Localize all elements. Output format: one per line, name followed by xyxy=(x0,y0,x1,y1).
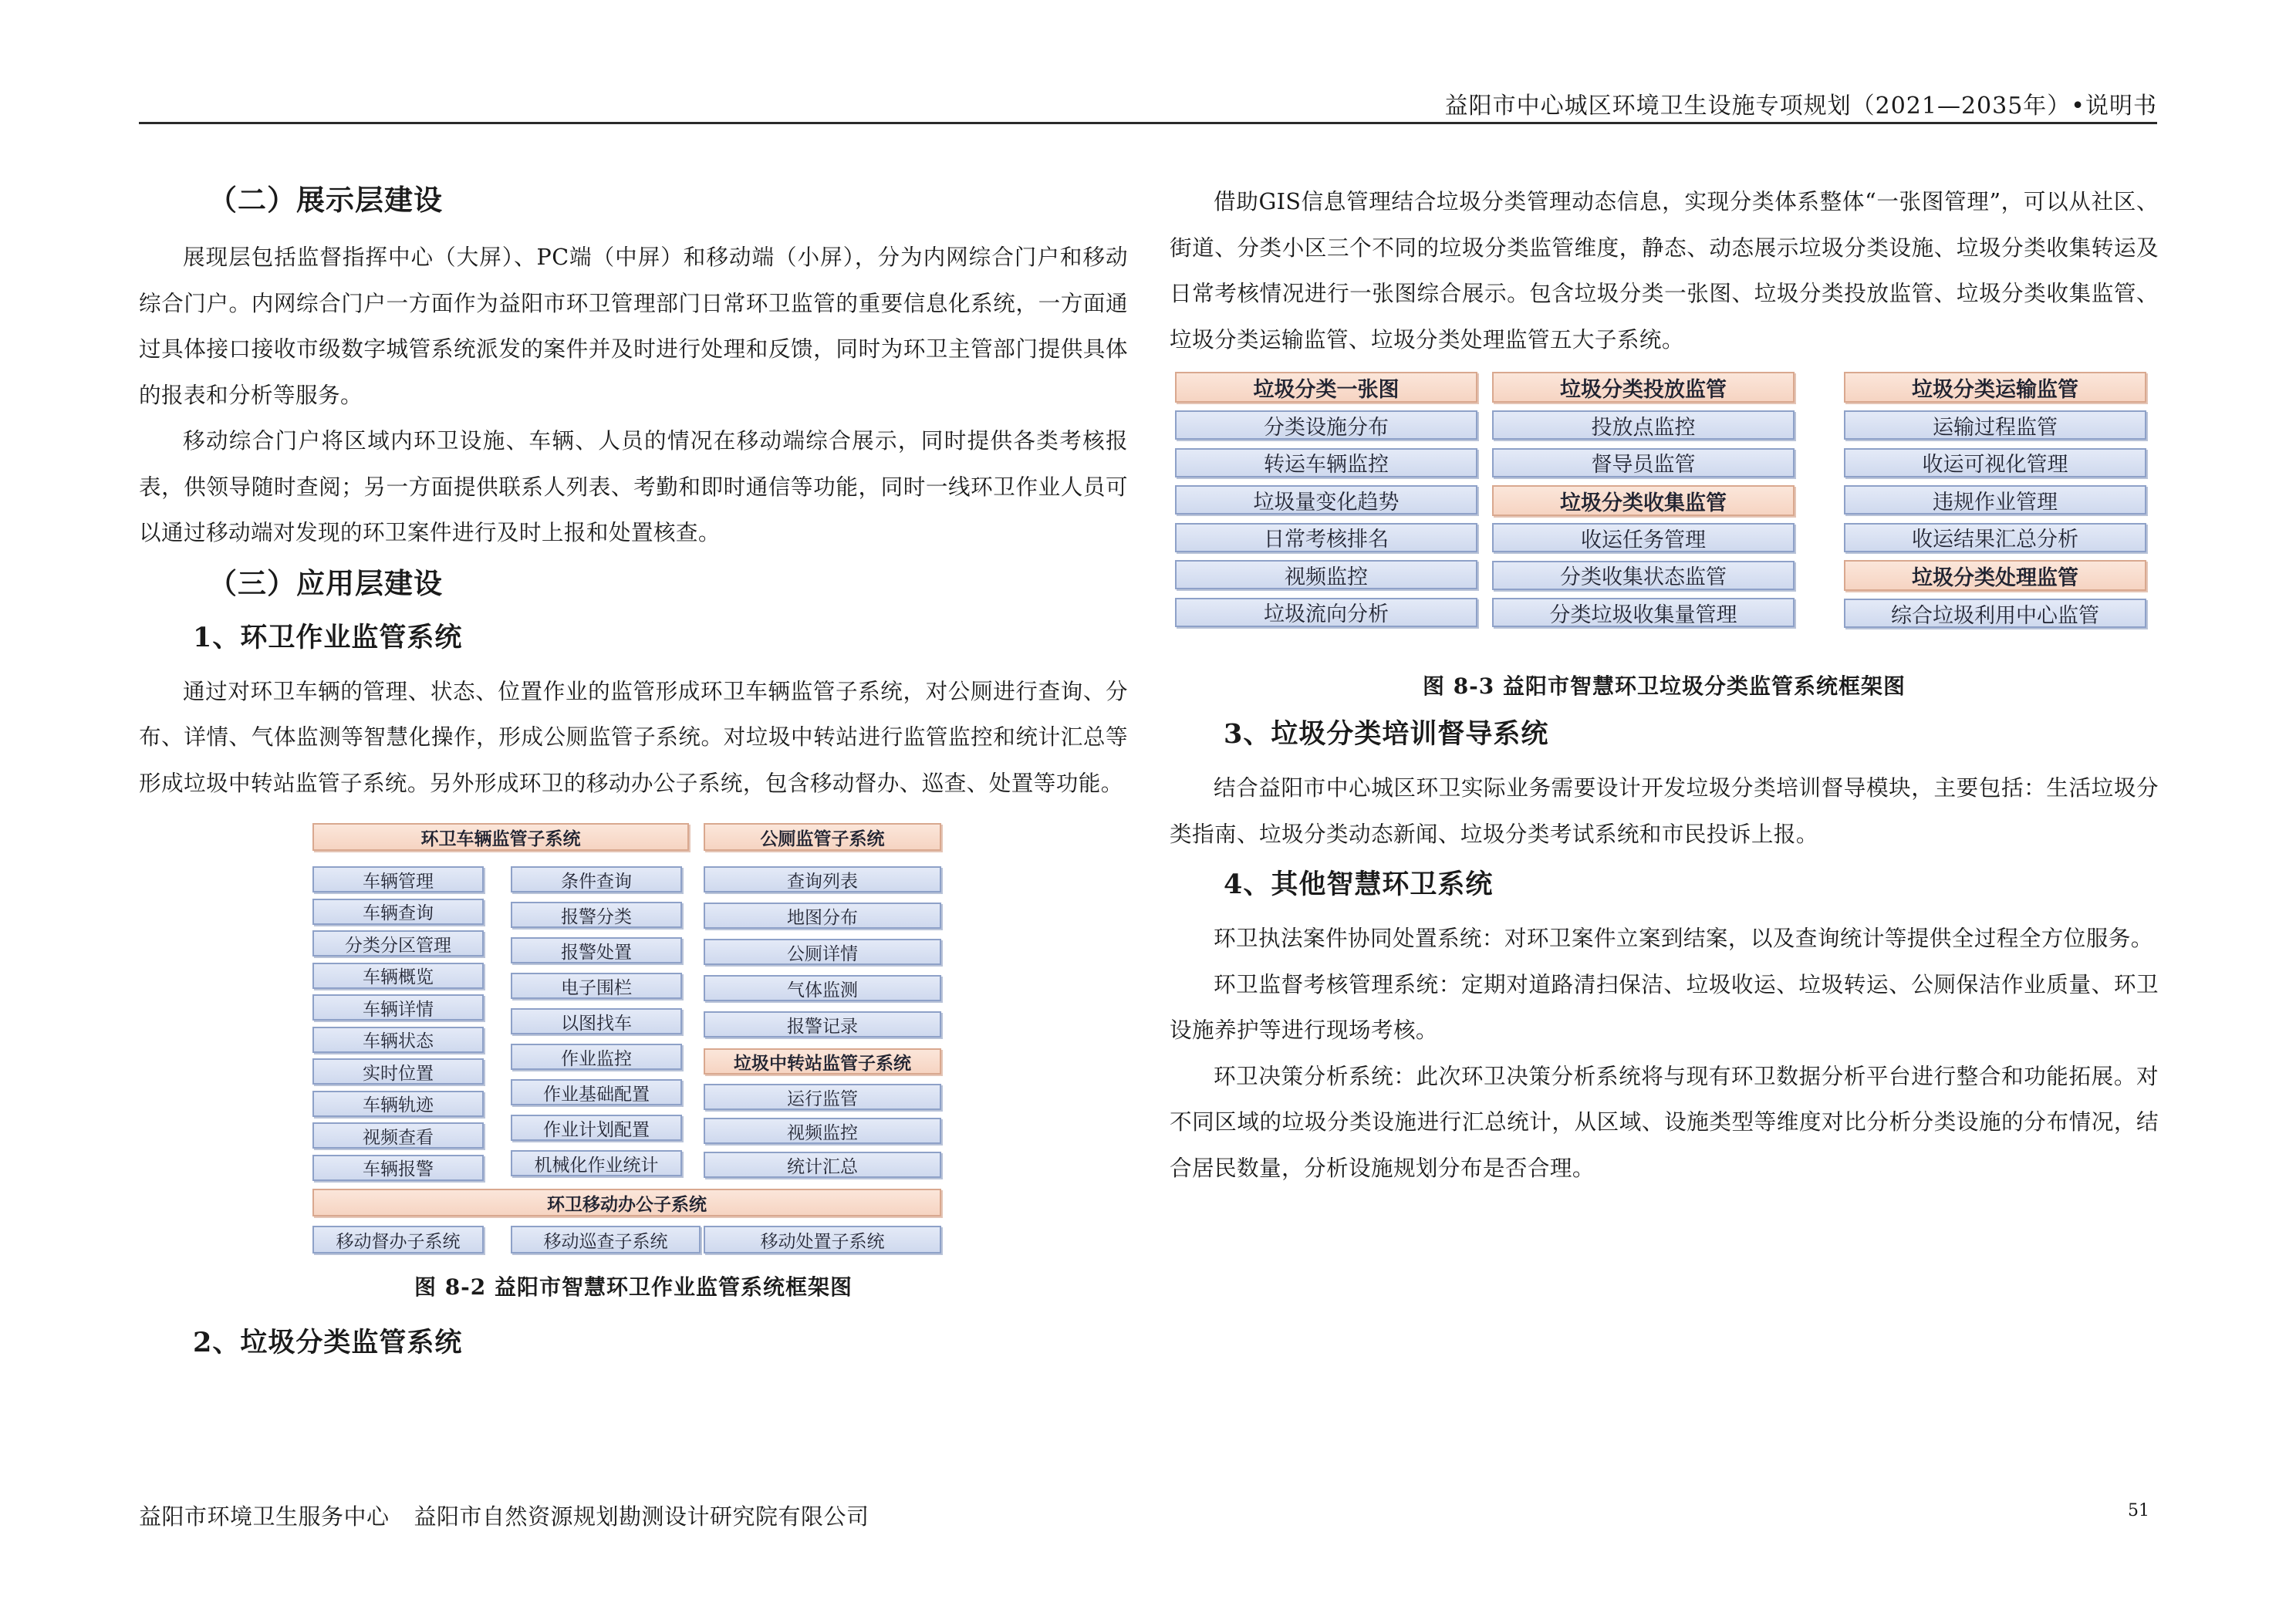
vehicle-feature-box: 分类分区管理 xyxy=(312,930,484,957)
footer-organizations xyxy=(139,1500,894,1531)
paragraph: 环卫监督考核管理系统：定期对道路清扫保洁、垃圾收运、垃圾转运、公厕保洁作业质量、环卫设施养护等进行现场考核。 xyxy=(1170,970,2159,1043)
transport-feature-box: 收运可视化管理 xyxy=(1844,448,2146,477)
vehicle-subsystem-header: 环卫车辆监管子系统 xyxy=(312,823,689,851)
vehicle-feature-box: 实时位置 xyxy=(312,1058,484,1085)
mobile-feature-box: 移动督办子系统 xyxy=(312,1226,484,1254)
map-subsystem-header: 垃圾分类一张图 xyxy=(1175,372,1477,403)
paragraph: 环卫执法案件协同处置系统：对环卫案件立案到结案，以及查询统计等提供全过程全方位服务。 xyxy=(1214,925,2153,951)
vehicle-feature-box: 车辆概览 xyxy=(312,963,484,989)
vehicle-feature-box: 车辆报警 xyxy=(312,1155,484,1181)
figure-8-3-caption: 图 8-3 益阳市智慧环卫垃圾分类监管系统框架图 xyxy=(1422,673,1906,699)
vehicle-feature-box: 车辆轨迹 xyxy=(312,1091,484,1117)
figure-8-2-diagram xyxy=(139,823,1128,1263)
collection-subsystem-header: 垃圾分类收集监管 xyxy=(1492,485,1795,516)
map-feature-box: 日常考核排名 xyxy=(1175,523,1477,552)
section-title-display-layer: （二）展示层建设 xyxy=(208,183,443,217)
figure-8-2-caption: 图 8-2 益阳市智慧环卫作业监管系统框架图 xyxy=(414,1274,853,1300)
disposal-feature-box: 督导员监管 xyxy=(1492,448,1795,477)
header-rule xyxy=(139,122,2157,124)
transport-feature-box: 收运结果汇总分析 xyxy=(1844,523,2146,552)
figure-8-3-diagram xyxy=(1170,372,2159,646)
mobile-subsystem-header: 环卫移动办公子系统 xyxy=(312,1189,941,1216)
toilet-feature-box: 报警记录 xyxy=(704,1011,941,1038)
toilet-feature-box: 查询列表 xyxy=(704,866,941,892)
vehicle-feature-box: 车辆详情 xyxy=(312,994,484,1021)
map-feature-box: 视频监控 xyxy=(1175,560,1477,589)
map-feature-box: 垃圾流向分析 xyxy=(1175,598,1477,627)
mobile-feature-box: 移动处置子系统 xyxy=(704,1226,941,1254)
transfer-feature-box: 视频监控 xyxy=(704,1118,941,1144)
toilet-feature-box: 气体监测 xyxy=(704,975,941,1001)
vehicle-feature-box: 机械化作业统计 xyxy=(511,1150,682,1176)
vehicle-feature-box: 条件查询 xyxy=(511,866,682,892)
paragraph: 展现层包括监督指挥中心（大屏）、PC端（中屏）和移动端（小屏），分为内网综合门户和移动综合门户。内网综合门户一方面作为益阳市环卫管理部门日常环卫监管的重要信息化系统，一方面通过具体接口接收市级数字城管系统派发的案件并及时进行处理和反馈，同时为环卫主管部门提供具体的报表和分析等服务。 xyxy=(139,244,1128,408)
transfer-subsystem-header: 垃圾中转站监管子系统 xyxy=(704,1048,941,1075)
subsection-title-waste-sorting: 2、垃圾分类监管系统 xyxy=(193,1327,463,1358)
treatment-feature-box: 综合垃圾利用中心监管 xyxy=(1844,599,2146,628)
treatment-subsystem-header: 垃圾分类处理监管 xyxy=(1844,560,2146,591)
mobile-feature-box: 移动巡查子系统 xyxy=(511,1226,701,1254)
vehicle-feature-box: 车辆查询 xyxy=(312,899,484,925)
vehicle-feature-box: 作业计划配置 xyxy=(511,1115,682,1141)
running-header: 益阳市中心城区环境卫生设施专项规划（2021—2035年）•说明书 xyxy=(1444,93,2157,120)
footer-org-2: 益阳市自然资源规划勘测设计研究院有限公司 xyxy=(414,1503,869,1530)
vehicle-feature-box: 报警处置 xyxy=(511,937,682,963)
right-column xyxy=(1170,179,2159,1191)
transport-subsystem-header: 垃圾分类运输监管 xyxy=(1844,372,2146,403)
vehicle-feature-box: 以图找车 xyxy=(511,1008,682,1034)
vehicle-feature-box: 电子围栏 xyxy=(511,973,682,999)
vehicle-feature-box: 作业基础配置 xyxy=(511,1079,682,1105)
vehicle-feature-box: 车辆管理 xyxy=(312,866,484,892)
transport-feature-box: 运输过程监管 xyxy=(1844,410,2146,440)
paragraph: 借助GIS信息管理结合垃圾分类管理动态信息，实现分类体系整体“一张图管理”，可以从社区、街道、分类小区三个不同的垃圾分类监管维度，静态、动态展示垃圾分类设施、垃圾分类收集转运及日常考核情况进行一张图综合展示。包含垃圾分类一张图、垃圾分类投放监管、垃圾分类收集监管、垃圾分类运输监管、垃圾分类处理监管五大子系统。 xyxy=(1170,188,2159,353)
disposal-subsystem-header: 垃圾分类投放监管 xyxy=(1492,372,1795,403)
disposal-feature-box: 投放点监控 xyxy=(1492,410,1795,440)
subsection-title-other-systems: 4、其他智慧环卫系统 xyxy=(1224,869,1494,900)
subsection-title-training: 3、垃圾分类培训督导系统 xyxy=(1224,718,1549,750)
map-feature-box: 垃圾量变化趋势 xyxy=(1175,485,1477,515)
page-number: 51 xyxy=(2128,1501,2149,1520)
transport-feature-box: 违规作业管理 xyxy=(1844,485,2146,515)
paragraph: 结合益阳市中心城区环卫实际业务需要设计开发垃圾分类培训督导模块，主要包括：生活垃圾分类指南、垃圾分类动态新闻、垃圾分类考试系统和市民投诉上报。 xyxy=(1170,774,2159,847)
toilet-feature-box: 公厕详情 xyxy=(704,939,941,965)
vehicle-feature-box: 报警分类 xyxy=(511,902,682,928)
map-feature-box: 转运车辆监控 xyxy=(1175,448,1477,477)
transfer-feature-box: 运行监管 xyxy=(704,1084,941,1110)
footer-org-1: 益阳市环境卫生服务中心 xyxy=(139,1503,390,1530)
section-title-application-layer: （三）应用层建设 xyxy=(208,565,443,600)
vehicle-feature-box: 视频查看 xyxy=(312,1122,484,1149)
map-feature-box: 分类设施分布 xyxy=(1175,410,1477,440)
collection-feature-box: 分类收集状态监管 xyxy=(1492,561,1795,590)
vehicle-feature-box: 作业监控 xyxy=(511,1044,682,1070)
paragraph: 通过对环卫车辆的管理、状态、位置作业的监管形成环卫车辆监管子系统，对公厕进行查询、分布、详情、气体监测等智慧化操作，形成公厕监管子系统。对垃圾中转站进行监管监控和统计汇总等形成垃圾中转站监管子系统。另外形成环卫的移动办公子系统，包含移动督办、巡查、处置等功能。 xyxy=(139,677,1128,796)
collection-feature-box: 分类垃圾收集量管理 xyxy=(1492,598,1795,627)
vehicle-feature-box: 车辆状态 xyxy=(312,1027,484,1053)
transfer-feature-box: 统计汇总 xyxy=(704,1152,941,1178)
paragraph: 移动综合门户将区域内环卫设施、车辆、人员的情况在移动端综合展示，同时提供各类考核报表，供领导随时查阅；另一方面提供联系人列表、考勤和即时通信等功能，同时一线环卫作业人员可以通过移动端对发现的环卫案件进行及时上报和处置核查。 xyxy=(139,427,1128,545)
toilet-feature-box: 地图分布 xyxy=(704,903,941,929)
paragraph: 环卫决策分析系统：此次环卫决策分析系统将与现有环卫数据分析平台进行整合和功能拓展。对不同区域的垃圾分类设施进行汇总统计，从区域、设施类型等维度对比分析分类设施的分布情况，结合居民数量，分析设施规划分布是否合理。 xyxy=(1170,1062,2159,1181)
left-column xyxy=(139,179,1128,1374)
toilet-subsystem-header: 公厕监管子系统 xyxy=(704,823,941,851)
collection-feature-box: 收运任务管理 xyxy=(1492,523,1795,552)
subsection-title-sanitation-ops: 1、环卫作业监管系统 xyxy=(193,621,463,653)
